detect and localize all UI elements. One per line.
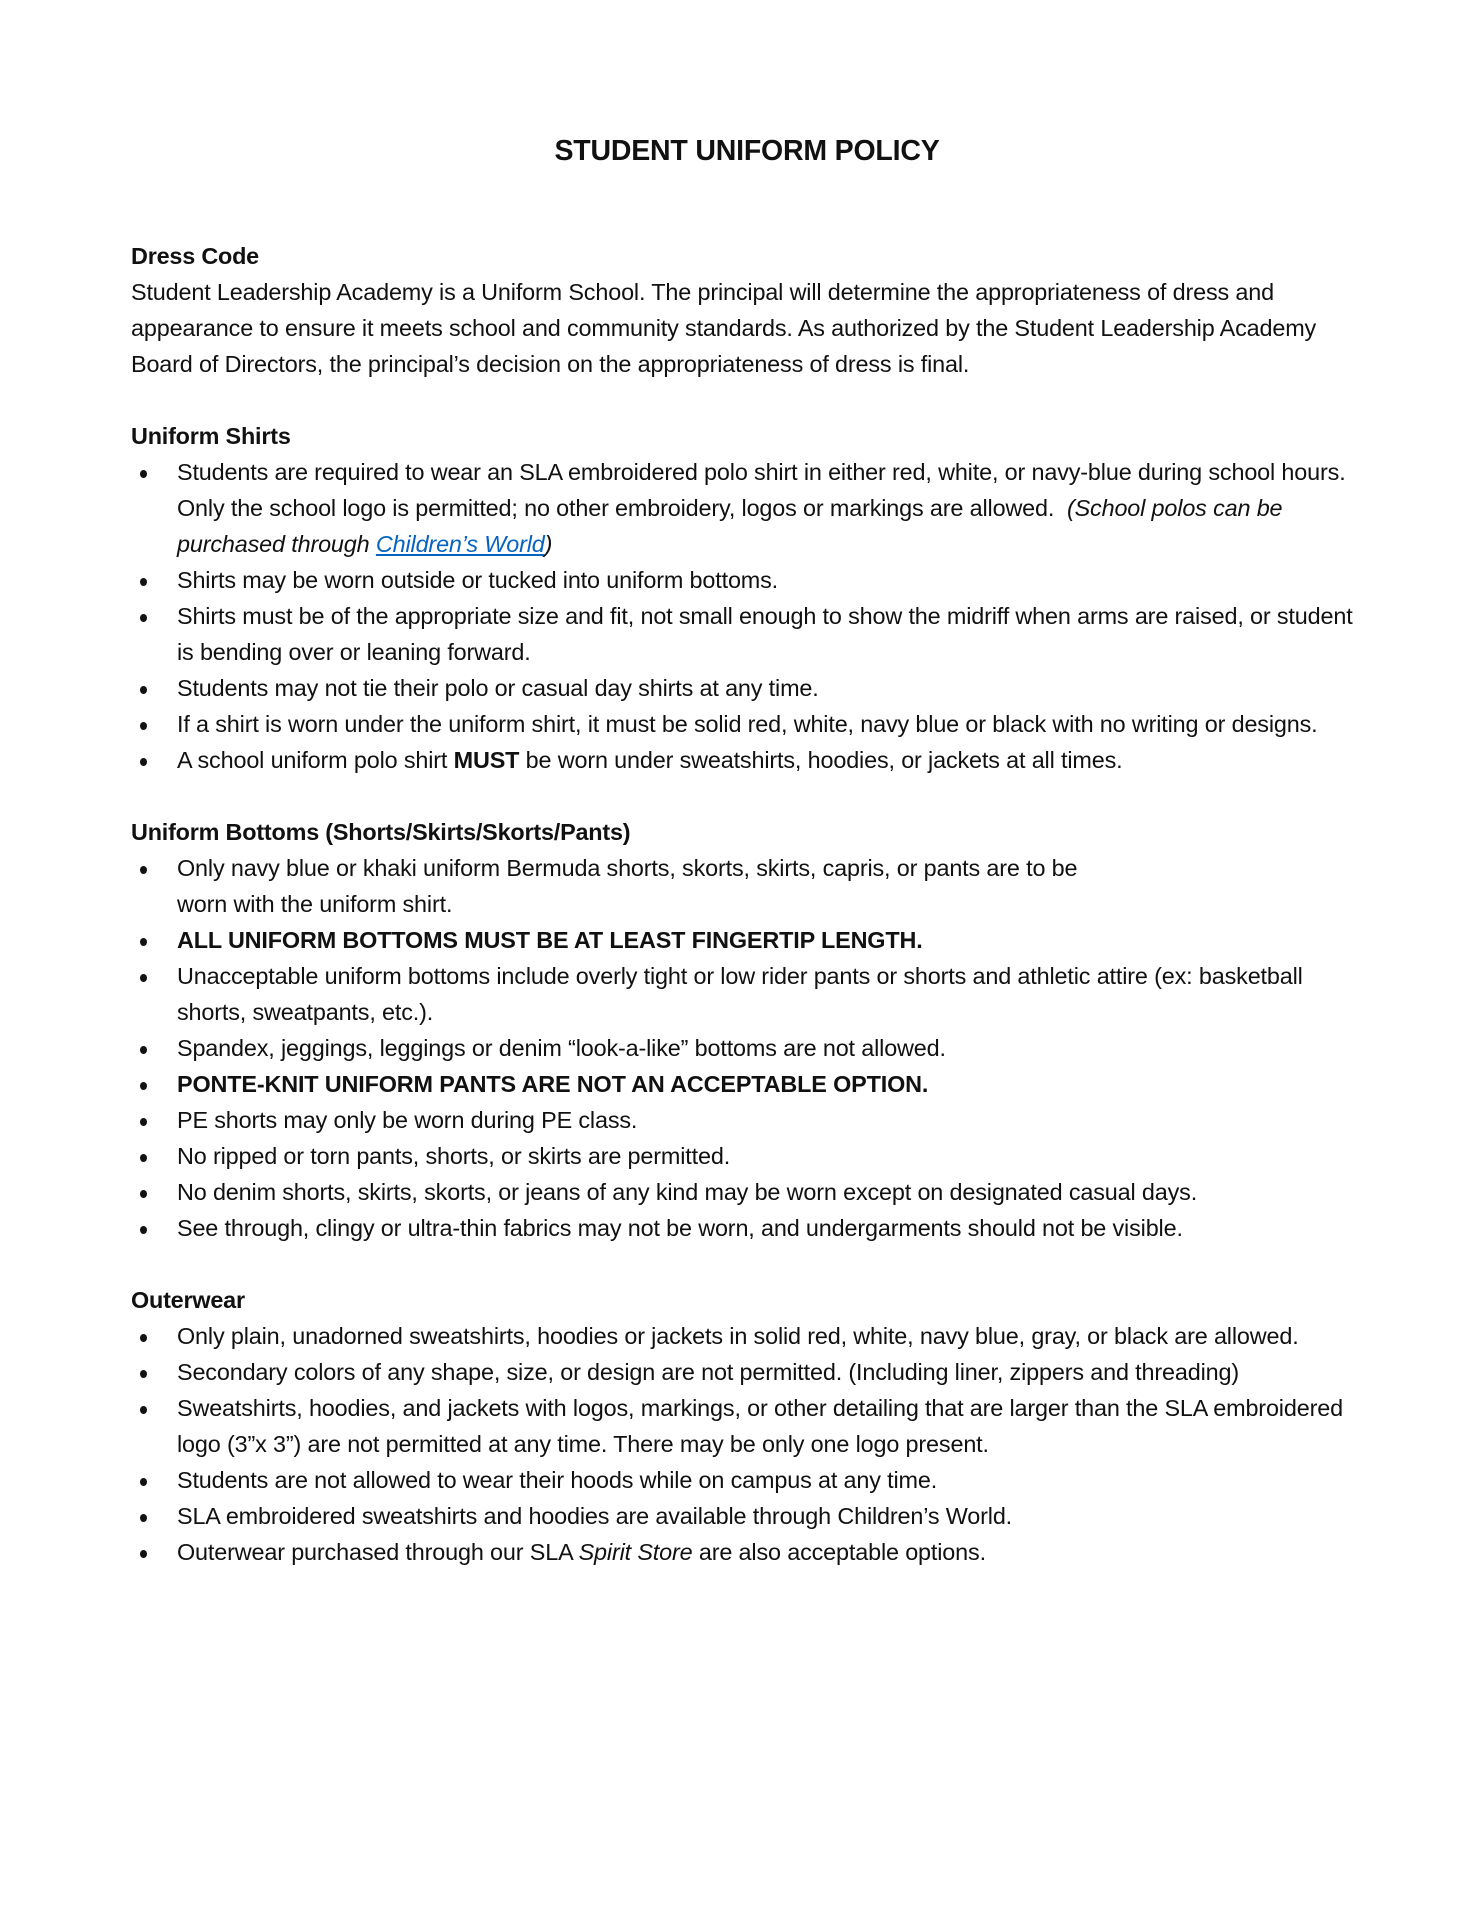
bullet-icon bbox=[140, 1154, 147, 1162]
list-item-text: Students may not tie their polo or casual day shirts at any time. bbox=[177, 675, 819, 701]
list-item-text: If a shirt is worn under the uniform shirt, it must be solid red, white, navy blue or black with no writing or designs. bbox=[177, 711, 1318, 737]
list-item bbox=[131, 1534, 1361, 1570]
bullet-icon bbox=[140, 974, 147, 982]
bullet-icon bbox=[140, 758, 147, 766]
list-item bbox=[131, 598, 1361, 670]
list-item-text-before: Outerwear purchased through our SLA bbox=[177, 1539, 579, 1565]
document-body bbox=[131, 238, 1361, 1606]
bullet-icon bbox=[140, 614, 147, 622]
bullet-icon bbox=[140, 866, 147, 874]
bullet-icon bbox=[140, 1514, 147, 1522]
list-item-text: Shirts may be worn outside or tucked into uniform bottoms. bbox=[177, 567, 779, 593]
bullet-icon bbox=[140, 470, 147, 478]
list-item bbox=[131, 1210, 1361, 1246]
list-item-text: PE shorts may only be worn during PE class. bbox=[177, 1107, 638, 1133]
list-item-text: Spandex, jeggings, leggings or denim “look-a-like” bottoms are not allowed. bbox=[177, 1035, 946, 1061]
outerwear-list bbox=[131, 1318, 1361, 1570]
section-dress-code bbox=[131, 238, 1361, 382]
list-item-text-line2: worn with the uniform shirt. bbox=[177, 891, 453, 917]
list-item bbox=[131, 742, 1361, 778]
list-item bbox=[131, 1138, 1361, 1174]
list-item-text: Unacceptable uniform bottoms include overly tight or low rider pants or shorts and athletic attire (ex: basketball shorts, sweatpants, etc.). bbox=[177, 963, 1303, 1025]
list-item-text: Students are not allowed to wear their hoods while on campus at any time. bbox=[177, 1467, 938, 1493]
list-item bbox=[131, 1318, 1361, 1354]
list-item bbox=[131, 958, 1361, 1030]
dress-code-paragraph: Student Leadership Academy is a Uniform School. The principal will determine the appropriateness of dress and appearance to ensure it meets school and community standards. As authorized by the Student Leadership Academy Board of Directors, the principal’s decision on the appropriateness of dress is final. bbox=[131, 279, 1317, 377]
list-item-text: Only plain, unadorned sweatshirts, hoodies or jackets in solid red, white, navy blue, gray, or black are allowed. bbox=[177, 1323, 1299, 1349]
uniform-shirts-list bbox=[131, 454, 1361, 778]
list-item-text-after: are also acceptable options. bbox=[692, 1539, 986, 1565]
list-item bbox=[131, 1102, 1361, 1138]
list-item bbox=[131, 562, 1361, 598]
bullet-icon bbox=[140, 722, 147, 730]
childrens-world-link[interactable]: Children’s World bbox=[375, 531, 545, 557]
list-item bbox=[131, 670, 1361, 706]
purchase-note-prefix: (School polos can be purchased through bbox=[177, 495, 1283, 557]
section-outerwear bbox=[131, 1282, 1361, 1570]
page-title: STUDENT UNIFORM POLICY bbox=[554, 135, 940, 167]
section-heading-outerwear: Outerwear bbox=[131, 1287, 245, 1313]
uniform-bottoms-list bbox=[131, 850, 1361, 1246]
section-heading-dress-code: Dress Code bbox=[131, 243, 259, 269]
list-item-text: No denim shorts, skirts, skorts, or jeans of any kind may be worn except on designated casual days. bbox=[177, 1179, 1198, 1205]
spirit-store-text: Spirit Store bbox=[578, 1539, 693, 1565]
list-item bbox=[131, 1066, 1361, 1102]
list-item-text-line1: Only navy blue or khaki uniform Bermuda shorts, skorts, skirts, capris, or pants are to be bbox=[177, 855, 1078, 881]
bullet-icon bbox=[140, 1226, 147, 1234]
section-heading-uniform-shirts: Uniform Shirts bbox=[131, 423, 291, 449]
list-item-text: PONTE-KNIT UNIFORM PANTS ARE NOT AN ACCEPTABLE OPTION. bbox=[177, 1071, 929, 1097]
list-item-text: Sweatshirts, hoodies, and jackets with logos, markings, or other detailing that are larger than the SLA embroidered logo (3”x 3”) are not permitted at any time. There may be only one logo present. bbox=[177, 1395, 1343, 1457]
list-item bbox=[131, 1498, 1361, 1534]
bullet-icon bbox=[140, 686, 147, 694]
list-item-text: Secondary colors of any shape, size, or design are not permitted. (Including liner, zippers and threading) bbox=[177, 1359, 1239, 1385]
bullet-icon bbox=[140, 1370, 147, 1378]
bullet-icon bbox=[140, 1334, 147, 1342]
list-item bbox=[131, 1390, 1361, 1462]
bullet-icon bbox=[140, 1478, 147, 1486]
list-item bbox=[131, 706, 1361, 742]
list-item bbox=[131, 1174, 1361, 1210]
bullet-icon bbox=[140, 1550, 147, 1558]
bullet-icon bbox=[140, 1406, 147, 1414]
purchase-note-suffix: ) bbox=[544, 531, 553, 557]
list-item-text: Students are required to wear an SLA embroidered polo shirt in either red, white, or navy-blue during school hours. Only the school logo is permitted; no other embroidery, logos or markings are allowed. bbox=[177, 459, 1346, 521]
list-item bbox=[131, 1462, 1361, 1498]
list-item-text: Shirts must be of the appropriate size and fit, not small enough to show the midriff when arms are raised, or student is bending over or leaning forward. bbox=[177, 603, 1353, 665]
bullet-icon bbox=[140, 1082, 147, 1090]
list-item-text-before: A school uniform polo shirt bbox=[177, 747, 454, 773]
list-item-text: See through, clingy or ultra-thin fabrics may not be worn, and undergarments should not be visible. bbox=[177, 1215, 1183, 1241]
bullet-icon bbox=[140, 1190, 147, 1198]
bullet-icon bbox=[140, 938, 147, 946]
list-item-text: ALL UNIFORM BOTTOMS MUST BE AT LEAST FINGERTIP LENGTH. bbox=[177, 927, 923, 953]
list-item-text: No ripped or torn pants, shorts, or skirts are permitted. bbox=[177, 1143, 731, 1169]
list-item-text-after: be worn under sweatshirts, hoodies, or jackets at all times. bbox=[519, 747, 1123, 773]
emphasis-must: MUST bbox=[453, 747, 520, 773]
list-item bbox=[131, 454, 1361, 562]
bullet-icon bbox=[140, 578, 147, 586]
list-item bbox=[131, 1354, 1361, 1390]
bullet-icon bbox=[140, 1118, 147, 1126]
section-uniform-bottoms bbox=[131, 814, 1361, 1246]
list-item bbox=[131, 922, 1361, 958]
section-heading-uniform-bottoms: Uniform Bottoms (Shorts/Skirts/Skorts/Pants) bbox=[131, 819, 631, 845]
bullet-icon bbox=[140, 1046, 147, 1054]
section-uniform-shirts bbox=[131, 418, 1361, 778]
list-item bbox=[131, 850, 1361, 922]
list-item bbox=[131, 1030, 1361, 1066]
list-item-text: SLA embroidered sweatshirts and hoodies are available through Children’s World. bbox=[177, 1503, 1013, 1529]
